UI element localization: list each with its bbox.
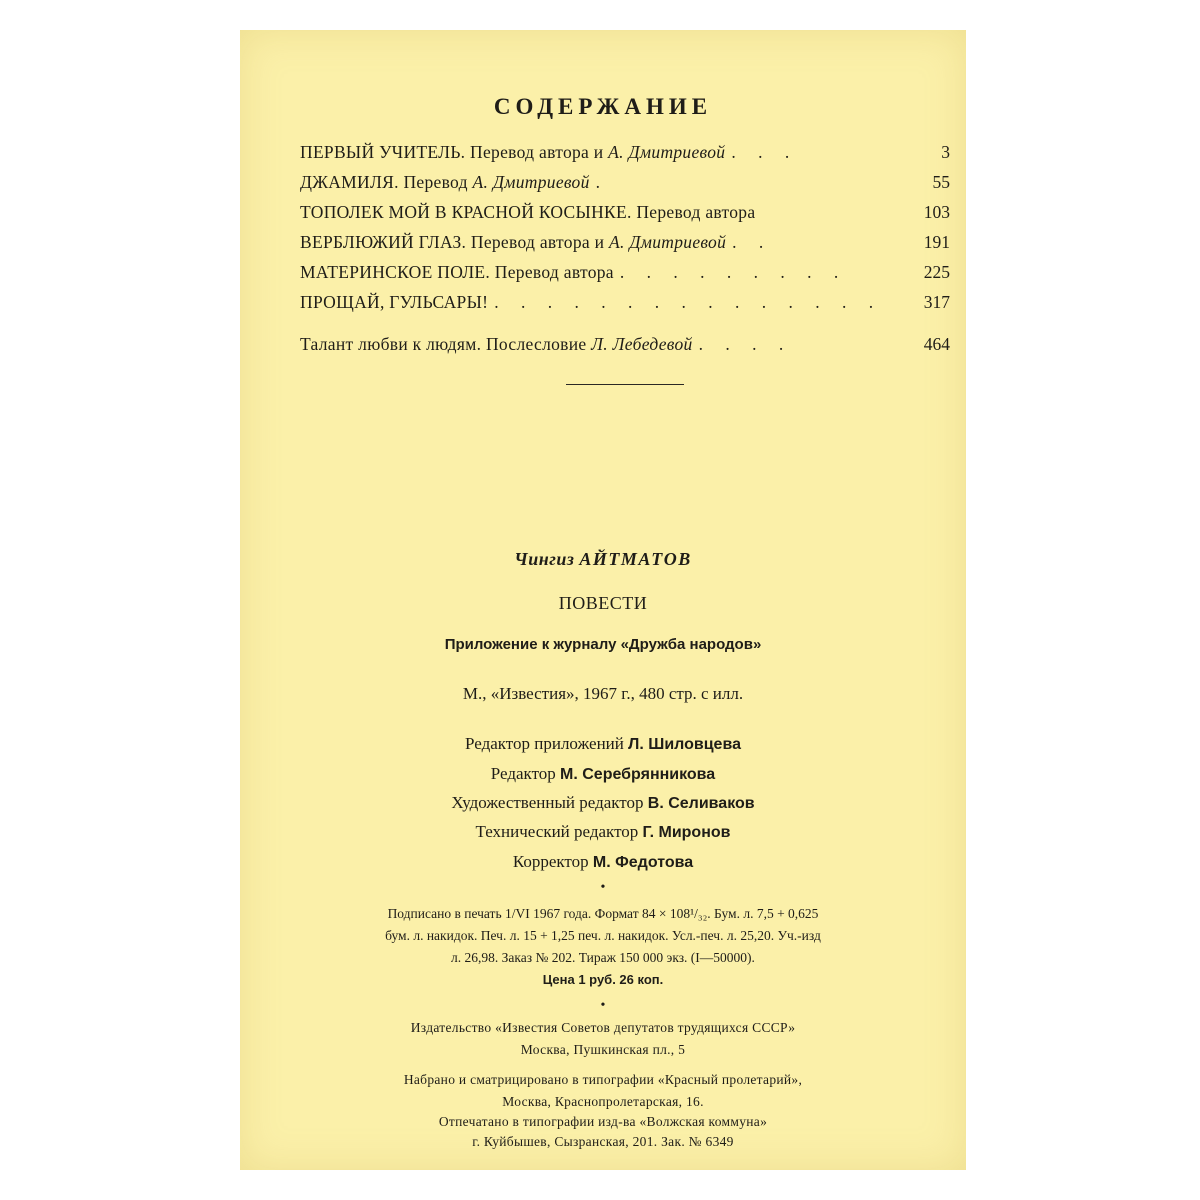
- toc-page-number: 317: [923, 292, 950, 312]
- section-divider: [566, 384, 684, 385]
- separator-bullet: •: [600, 880, 606, 895]
- credit-person: М. Федотова: [592, 854, 694, 871]
- toc-heading: СОДЕРЖАНИЕ: [493, 94, 713, 119]
- toc-entry-title: ПРОЩАЙ, ГУЛЬСАРЫ!: [300, 292, 489, 312]
- credit-role: Редактор: [490, 764, 556, 783]
- author-name: [240, 549, 966, 570]
- toc-page-number: 225: [923, 262, 950, 282]
- credit-line: [240, 793, 966, 813]
- credit-person: Л. Шиловцева: [628, 736, 741, 753]
- toc-entry-title: ПЕРВЫЙ УЧИТЕЛЬ. Перевод автора и А. Дмитриевой: [300, 142, 726, 162]
- publisher-address: Москва, Пушкинская пл., 5: [520, 1042, 686, 1057]
- toc-entry-title: Талант любви к людям. Послесловие Л. Лебедевой: [300, 334, 693, 354]
- printer-line: Отпечатано в типографии изд-ва «Волжская коммуна»: [438, 1114, 768, 1129]
- print-specs-line: Подписано в печать 1/VI 1967 года. Формат 84 × 108¹/₃₂. Бум. л. 7,5 + 0,625: [387, 906, 819, 921]
- toc-leader: .: [595, 172, 610, 192]
- toc-entry: [300, 172, 950, 202]
- toc-entry: [300, 202, 950, 232]
- author-last-name: АЙТМАТОВ: [579, 549, 692, 569]
- toc-leader: . . . .: [698, 334, 793, 354]
- toc-entry-title: МАТЕРИНСКОЕ ПОЛЕ. Перевод автора: [300, 262, 614, 282]
- book-genre: ПОВЕСТИ: [558, 593, 648, 613]
- toc-entry-title: ДЖАМИЛЯ. Перевод А. Дмитриевой: [300, 172, 590, 192]
- printer-line: Москва, Краснопролетарская, 16.: [502, 1094, 704, 1109]
- credit-person: Г. Миронов: [642, 824, 731, 841]
- toc-leader: . . .: [731, 142, 799, 162]
- table-of-contents: [300, 142, 950, 364]
- toc-page-number: 191: [923, 232, 950, 252]
- credit-person: М. Серебрянникова: [560, 766, 716, 783]
- printer-line: Набрано и сматрицировано в типографии «Красный пролетарий»,: [403, 1072, 803, 1087]
- toc-page-number: 464: [923, 334, 950, 354]
- credit-role: Редактор приложений: [465, 734, 624, 753]
- toc-leader: . .: [732, 232, 773, 252]
- credit-role: Художественный редактор: [451, 793, 644, 812]
- printer-line: г. Куйбышев, Сызранская, 201. Зак. № 6349: [472, 1134, 734, 1149]
- price: Цена 1 руб. 26 коп.: [542, 972, 664, 987]
- toc-page-number: 55: [932, 172, 950, 192]
- toc-leader: . . . . . . . . .: [619, 262, 848, 282]
- publisher-line: Издательство «Известия Советов депутатов трудящихся СССР»: [410, 1020, 796, 1035]
- toc-entry: [300, 334, 950, 364]
- toc-entry-title: ТОПОЛЕК МОЙ В КРАСНОЙ КОСЫНКЕ. Перевод автора: [300, 202, 756, 222]
- toc-entry: [300, 142, 950, 172]
- credit-line: [240, 852, 966, 872]
- credit-line: [240, 822, 966, 842]
- book-page: [240, 30, 966, 1170]
- toc-page-number: 3: [941, 142, 950, 162]
- supplement-note: Приложение к журналу «Дружба народов»: [444, 636, 762, 653]
- print-specs-line: л. 26,98. Заказ № 202. Тираж 150 000 экз. (I—50000).: [451, 950, 755, 965]
- separator-bullet: •: [600, 998, 606, 1013]
- print-specs-line: бум. л. накидок. Печ. л. 15 + 1,25 печ. л. накидок. Усл.-печ. л. 25,20. Уч.-изд: [385, 928, 821, 943]
- credit-role: Технический редактор: [475, 822, 639, 841]
- toc-page-number: 103: [923, 202, 950, 222]
- publication-info: М., «Известия», 1967 г., 480 стр. с илл.: [462, 684, 744, 703]
- toc-entry: [300, 292, 950, 322]
- credit-person: В. Селиваков: [647, 795, 755, 812]
- author-first-name: Чингиз: [514, 549, 575, 569]
- toc-entry: [300, 262, 950, 292]
- toc-entry: [300, 232, 950, 262]
- credit-line: [240, 734, 966, 754]
- toc-entry-title: ВЕРБЛЮЖИЙ ГЛАЗ. Перевод автора и А. Дмитриевой: [300, 232, 727, 252]
- toc-leader: . . . . . . . . . . . . . . .: [494, 292, 883, 312]
- credit-line: [240, 764, 966, 784]
- credit-role: Корректор: [512, 852, 589, 871]
